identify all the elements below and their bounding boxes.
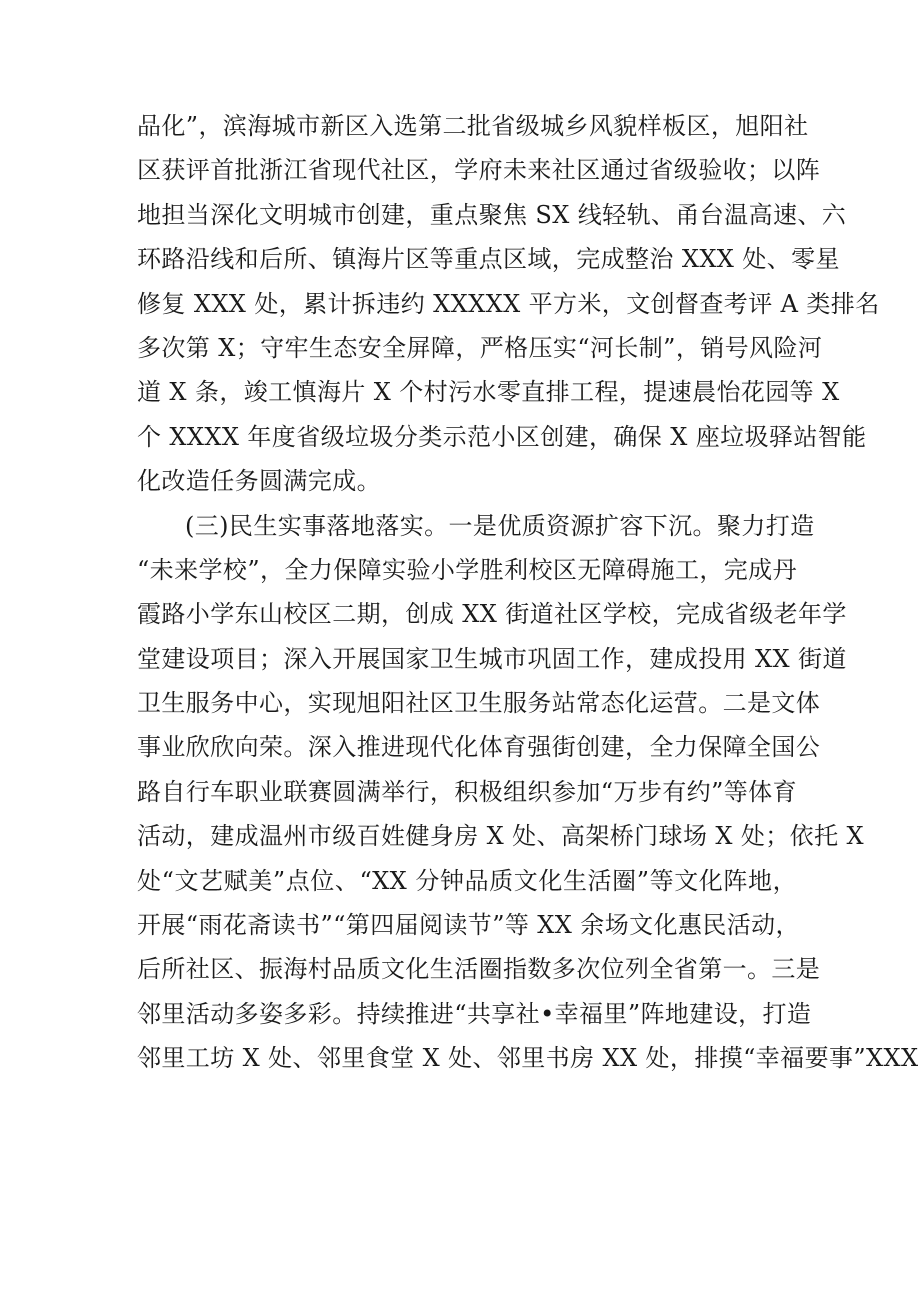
text-line: 霞路小学东山校区二期，创成 XX 街道社区学校，完成省级老年学 bbox=[137, 600, 847, 629]
text-line: 处“文艺赋美”点位、“XX 分钟品质文化生活圈”等文化阵地， bbox=[137, 866, 797, 895]
text-line: 多次第 X；守牢生态安全屏障，严格压实“河长制”，销号风险河 bbox=[137, 333, 823, 362]
text-line: 事业欣欣向荣。深入推进现代化体育强街创建，全力保障全国公 bbox=[137, 733, 821, 762]
text-line: 化改造任务圆满完成。 bbox=[137, 467, 381, 496]
text-line: 邻里活动多姿多彩。持续推进“共享社•幸福里”阵地建设，打造 bbox=[137, 999, 812, 1028]
text-line: 品化”，滨海城市新区入选第二批省级城乡风貌样板区，旭阳社 bbox=[137, 112, 809, 140]
text-line: 修复 XXX 处，累计拆违约 XXXXX 平方米，文创督查考评 A 类排名 bbox=[137, 289, 880, 318]
text-line: 卫生服务中心，实现旭阳社区卫生服务站常态化运营。二是文体 bbox=[137, 689, 821, 718]
text-line: 堂建设项目；深入开展国家卫生城市巩固工作，建成投用 XX 街道 bbox=[137, 644, 847, 673]
text-line: 路自行车职业联赛圆满举行，积极组织参加“万步有约”等体育 bbox=[137, 777, 797, 806]
text-line: “未来学校”，全力保障实验小学胜利校区无障碍施工，完成丹 bbox=[137, 555, 797, 584]
section-heading-line: (三)民生实事落地落实。一是优质资源扩容下沉。聚力打造 bbox=[185, 511, 815, 540]
text-line: 地担当深化文明城市创建，重点聚焦 SX 线轻轨、甬台温高速、六 bbox=[137, 200, 847, 229]
text-line: 环路沿线和后所、镇海片区等重点区域，完成整治 XXX 处、零星 bbox=[137, 245, 840, 274]
text-line: 邻里工坊 X 处、邻里食堂 X 处、邻里书房 XX 处，排摸“幸福要事”XXX bbox=[137, 1044, 919, 1073]
text-line: 后所社区、振海村品质文化生活圈指数多次位列全省第一。三是 bbox=[137, 955, 821, 984]
text-line: 活动，建成温州市级百姓健身房 X 处、高架桥门球场 X 处；依托 X bbox=[137, 822, 865, 851]
document-body bbox=[137, 104, 919, 1081]
text-line: 道 X 条，竣工慎海片 X 个村污水零直排工程，提速晨怡花园等 X bbox=[137, 378, 840, 407]
text-line: 开展“雨花斋读书”“第四届阅读节”等 XX 余场文化惠民活动， bbox=[137, 911, 800, 940]
text-line: 区获评首批浙江省现代社区，学府未来社区通过省级验收；以阵 bbox=[137, 156, 821, 185]
text-line: 个 XXXX 年度省级垃圾分类示范小区创建，确保 X 座垃圾驿站智能 bbox=[137, 422, 867, 451]
